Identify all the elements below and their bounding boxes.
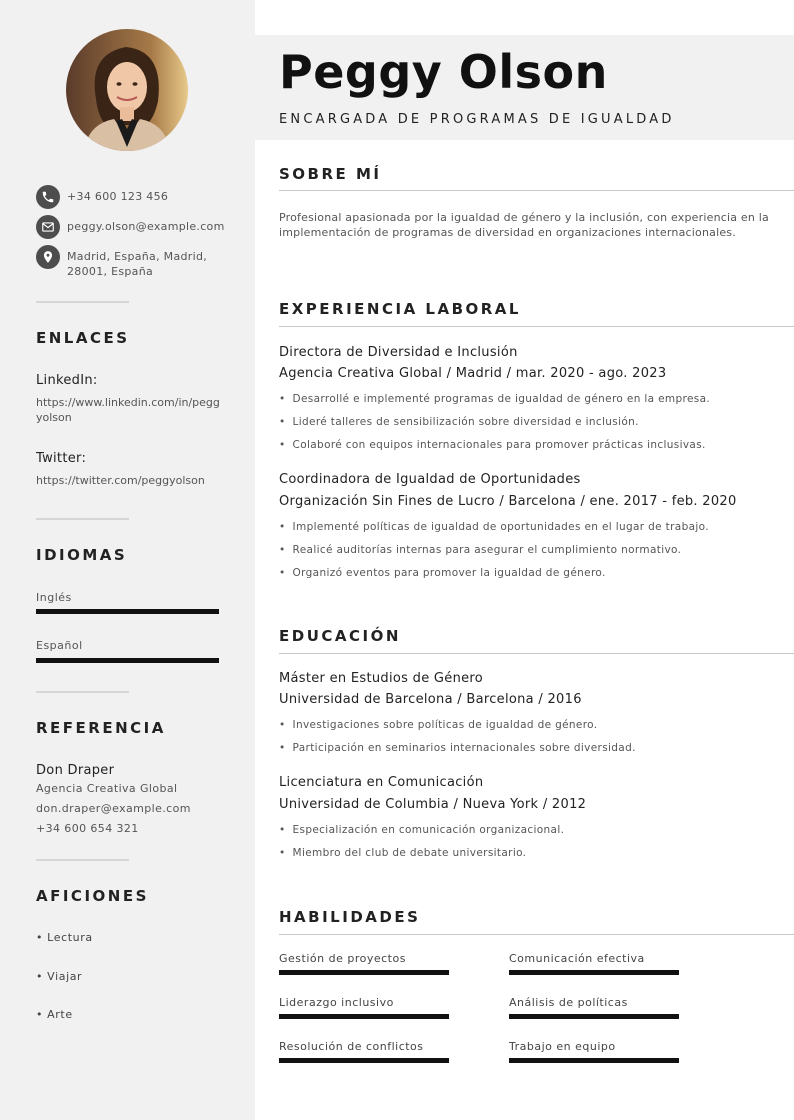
education-heading: EDUCACIÓN <box>279 627 401 645</box>
skill-label: Resolución de conflictos <box>279 1040 424 1053</box>
job-bullet: • Organizó eventos para promover la igualdad de género. <box>279 567 606 579</box>
reference-phone: +34 600 654 321 <box>36 822 139 835</box>
language-label: Inglés <box>36 591 72 604</box>
degree-bullet: • Especialización en comunicación organizacional. <box>279 824 565 836</box>
skill-level-bar <box>509 1058 679 1063</box>
about-text: Profesional apasionada por la igualdad de género y la inclusión, con experiencia en la implementación de programas de diversidad en organizaciones internacionales. <box>279 211 769 239</box>
job-role: Coordinadora de Igualdad de Oportunidades <box>279 472 581 487</box>
degree-title: Máster en Estudios de Género <box>279 671 484 686</box>
hobby-item: • Lectura <box>36 931 93 944</box>
degree-detail: Universidad de Columbia / Nueva York / 2012 <box>279 797 587 812</box>
reference-company: Agencia Creativa Global <box>36 782 178 795</box>
sidebar-divider <box>36 301 129 303</box>
skill-label: Trabajo en equipo <box>509 1040 616 1053</box>
job-bullet: • Lideré talleres de sensibilización sobre diversidad e inclusión. <box>279 416 639 428</box>
job-role: Directora de Diversidad e Inclusión <box>279 345 518 360</box>
envelope-icon <box>36 215 60 239</box>
skills-heading: HABILIDADES <box>279 908 421 926</box>
job-detail: Organización Sin Fines de Lucro / Barcelona / ene. 2017 - feb. 2020 <box>279 494 737 509</box>
contact-email <box>36 215 225 239</box>
skill-label: Comunicación efectiva <box>509 952 645 965</box>
skill-level-bar <box>279 1014 449 1019</box>
job-bullet: • Implementé políticas de igualdad de oportunidades en el lugar de trabajo. <box>279 521 709 533</box>
degree-bullet: • Participación en seminarios internacionales sobre diversidad. <box>279 742 636 754</box>
hobbies-heading: AFICIONES <box>36 887 149 905</box>
degree-title: Licenciatura en Comunicación <box>279 775 484 790</box>
section-divider <box>279 653 794 654</box>
job-bullet: • Desarrollé e implementé programas de igualdad de género en la empresa. <box>279 393 711 405</box>
linkedin-label: LinkedIn: <box>36 373 98 388</box>
degree-bullet: • Investigaciones sobre políticas de igualdad de género. <box>279 719 598 731</box>
twitter-url[interactable]: https://twitter.com/peggyolson <box>36 474 205 487</box>
reference-name: Don Draper <box>36 763 115 778</box>
skill-level-bar <box>509 1014 679 1019</box>
languages-heading: IDIOMAS <box>36 546 128 564</box>
sidebar-divider <box>36 518 129 520</box>
twitter-label: Twitter: <box>36 451 87 466</box>
degree-detail: Universidad de Barcelona / Barcelona / 2016 <box>279 692 582 707</box>
skill-label: Gestión de proyectos <box>279 952 406 965</box>
job-title: ENCARGADA DE PROGRAMAS DE IGUALDAD <box>279 112 675 127</box>
links-heading: ENLACES <box>36 329 130 347</box>
job-bullet: • Colaboré con equipos internacionales para promover prácticas inclusivas. <box>279 439 706 451</box>
linkedin-url[interactable]: https://www.linkedin.com/in/peggyolson <box>36 396 220 424</box>
skill-level-bar <box>279 970 449 975</box>
sidebar-divider <box>36 691 129 693</box>
reference-email: don.draper@example.com <box>36 802 191 815</box>
contact-phone <box>36 185 168 209</box>
skill-label: Análisis de políticas <box>509 996 628 1009</box>
profile-photo <box>66 29 188 151</box>
section-divider <box>279 190 794 191</box>
sidebar-divider <box>36 859 129 861</box>
language-level-bar <box>36 609 219 614</box>
phone-text: +34 600 123 456 <box>67 190 169 203</box>
skill-level-bar <box>509 970 679 975</box>
job-detail: Agencia Creativa Global / Madrid / mar. 2020 - ago. 2023 <box>279 366 667 381</box>
contact-address <box>36 245 217 279</box>
job-bullet: • Realicé auditorías internas para asegurar el cumplimiento normativo. <box>279 544 682 556</box>
skill-label: Liderazgo inclusivo <box>279 996 394 1009</box>
hobby-item: • Viajar <box>36 970 83 983</box>
degree-bullet: • Miembro del club de debate universitario. <box>279 847 527 859</box>
language-label: Español <box>36 639 83 652</box>
about-heading: SOBRE MÍ <box>279 165 382 183</box>
email-text: peggy.olson@example.com <box>67 220 225 233</box>
phone-icon <box>36 185 60 209</box>
location-pin-icon <box>36 245 60 269</box>
address-text: Madrid, España, Madrid, 28001, España <box>67 250 208 278</box>
section-divider <box>279 934 794 935</box>
reference-heading: REFERENCIA <box>36 719 166 737</box>
language-level-bar <box>36 658 219 663</box>
section-divider <box>279 326 794 327</box>
skill-level-bar <box>279 1058 449 1063</box>
hobby-item: • Arte <box>36 1008 73 1021</box>
candidate-name: Peggy Olson <box>279 45 608 99</box>
experience-heading: EXPERIENCIA LABORAL <box>279 300 521 318</box>
